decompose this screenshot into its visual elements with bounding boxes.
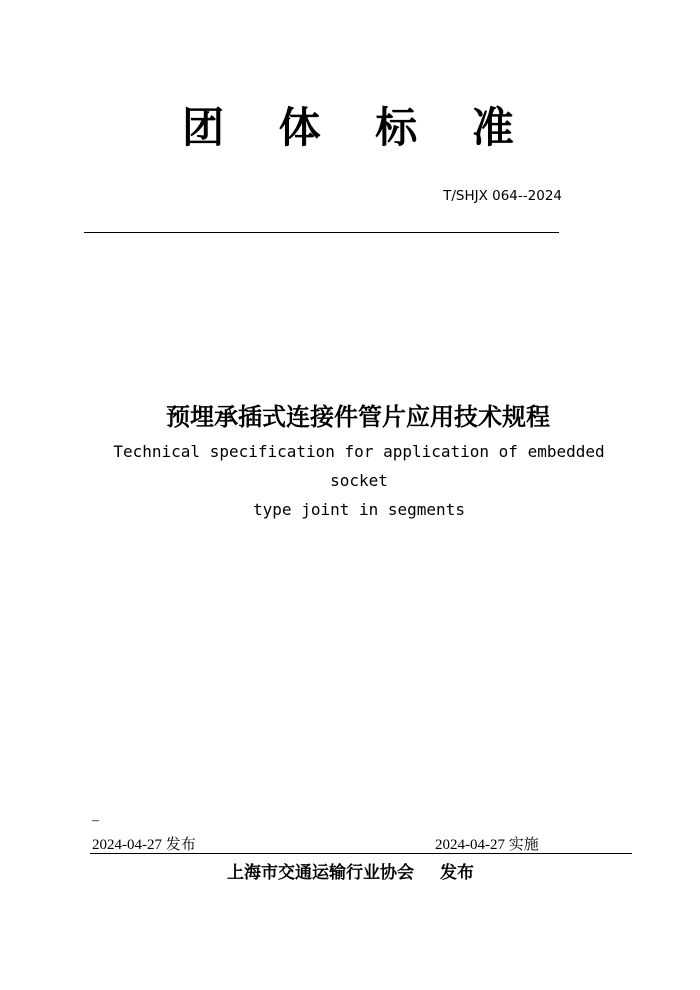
- implementation-date: 2024-04-27 实施: [435, 837, 539, 853]
- title-english: [80, 437, 638, 524]
- title-chinese: 预埋承插式连接件管片应用技术规程: [166, 403, 550, 431]
- dash-mark: –: [92, 813, 99, 828]
- publisher-row: [227, 860, 474, 886]
- top-divider: [84, 232, 559, 233]
- document-type-heading: 团 体 标 准: [182, 103, 534, 152]
- standard-code: T/SHJX 064--2024: [443, 188, 562, 204]
- issue-date: 2024-04-27 发布: [92, 837, 196, 853]
- publisher-name: 上海市交通运输行业协会: [227, 863, 414, 883]
- title-english-line-1: Technical specification for application of embedded socket: [113, 442, 605, 490]
- title-english-line-2: type joint in segments: [253, 500, 465, 519]
- bottom-divider: [90, 853, 632, 854]
- date-row: [92, 835, 632, 855]
- publish-action: 发布: [440, 863, 474, 883]
